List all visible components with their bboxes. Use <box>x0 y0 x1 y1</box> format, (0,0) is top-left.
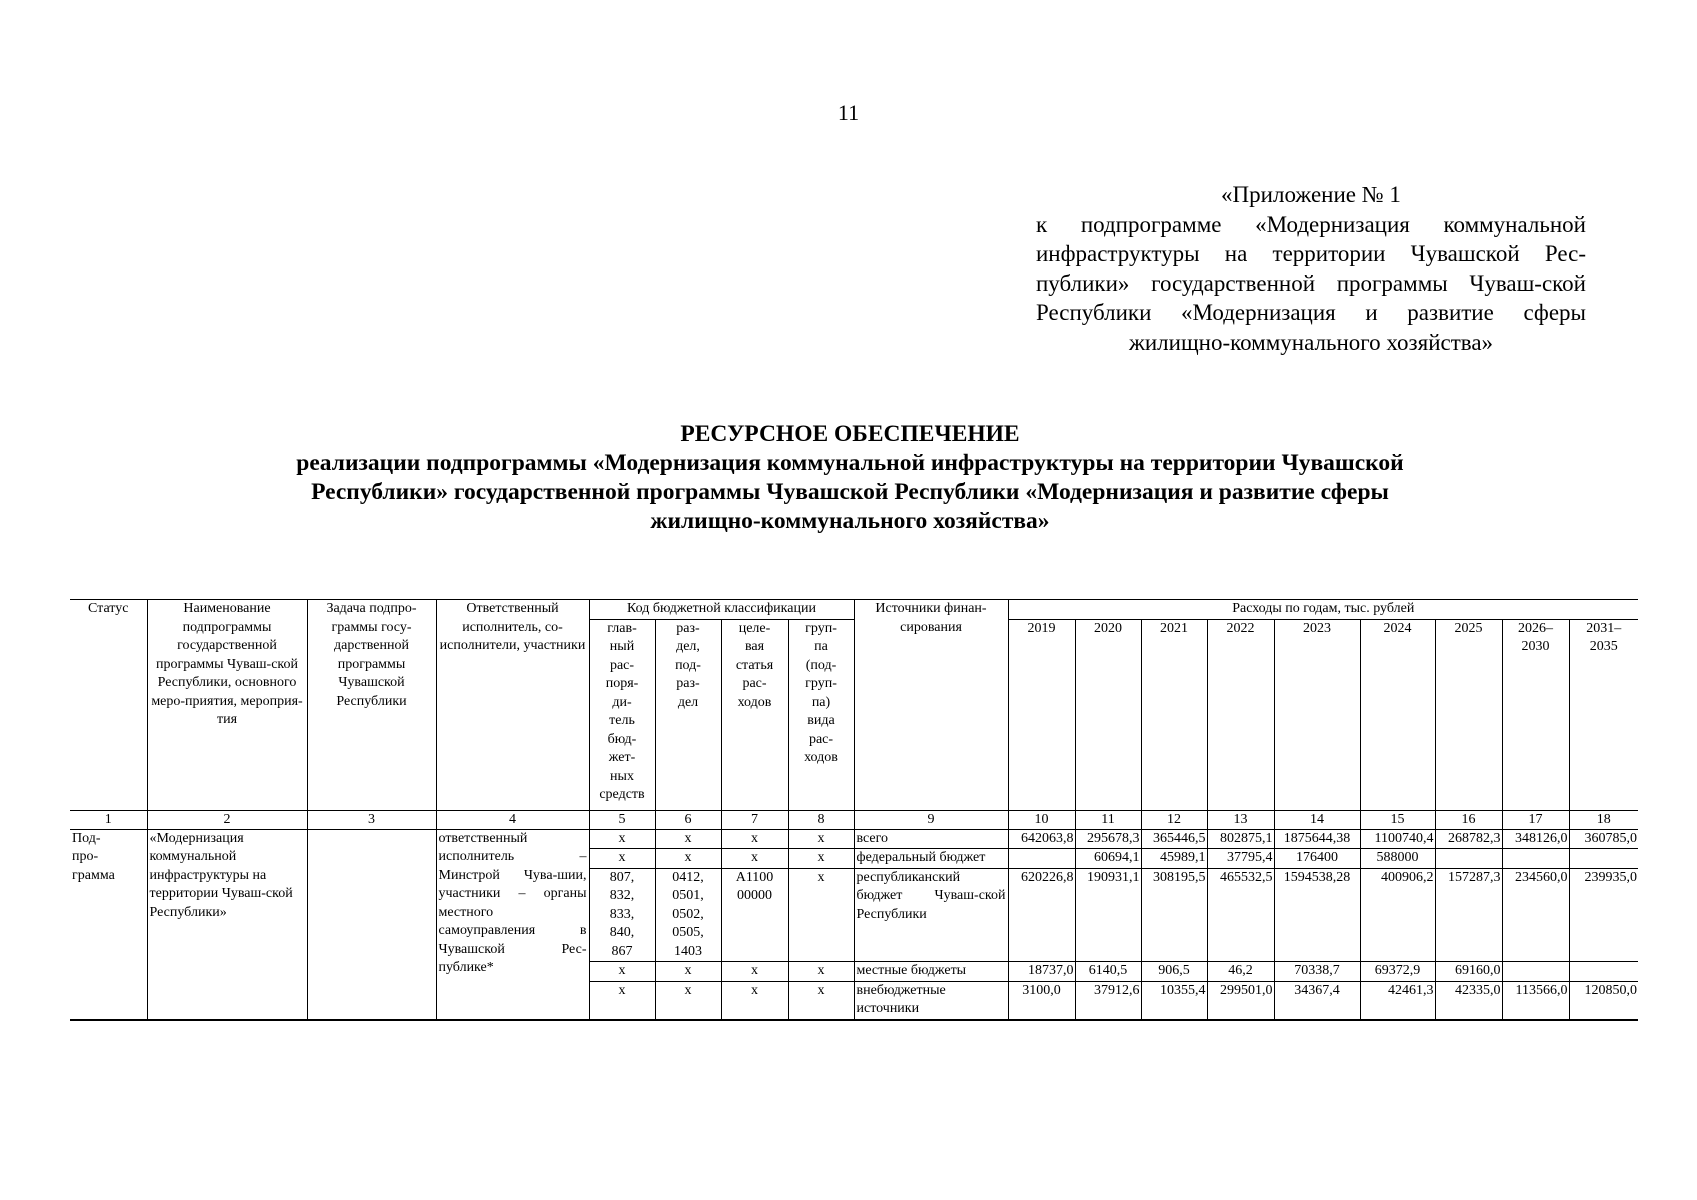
value-cell: 588000 <box>1360 849 1435 869</box>
value-cell: 348126,0 <box>1502 829 1569 849</box>
header-status: Статус <box>70 600 147 811</box>
value-cell: 10355,4 <box>1141 981 1207 1020</box>
code-cell: x <box>788 849 854 869</box>
value-cell: 42335,0 <box>1435 981 1502 1020</box>
value-cell: 1875644,38 <box>1274 829 1360 849</box>
code-cell: x <box>788 962 854 982</box>
header-year: 2020 <box>1075 619 1141 810</box>
header-executor: Ответственный исполнитель, со-исполнители, участники <box>436 600 589 811</box>
value-cell: 157287,3 <box>1435 868 1502 962</box>
resource-table <box>70 599 1638 1021</box>
column-number: 7 <box>721 810 788 829</box>
value-cell: 190931,1 <box>1075 868 1141 962</box>
header-budget-sub: раз- дел, под- раз- дел <box>655 619 721 810</box>
column-number: 8 <box>788 810 854 829</box>
header-name: Наименование подпрограммы государственной программы Чуваш-ской Республики, основного меро-приятия, мероприя-тия <box>147 600 307 811</box>
header-budget-sub: груп- па (под- груп- па) вида рас- ходов <box>788 619 854 810</box>
code-cell: x <box>788 868 854 962</box>
code-cell: x <box>655 981 721 1020</box>
header-budget-code: Код бюджетной классификации <box>589 600 854 620</box>
value-cell: 42461,3 <box>1360 981 1435 1020</box>
value-cell: 60694,1 <box>1075 849 1141 869</box>
code-cell: 807, 832, 833, 840, 867 <box>589 868 655 962</box>
value-cell <box>1569 849 1638 869</box>
value-cell: 6140,5 <box>1075 962 1141 982</box>
column-number: 11 <box>1075 810 1141 829</box>
header-year: 2021 <box>1141 619 1207 810</box>
value-cell <box>1008 849 1075 869</box>
page-number: 11 <box>837 100 860 125</box>
value-cell: 400906,2 <box>1360 868 1435 962</box>
table-row <box>70 829 1638 849</box>
value-cell: 620226,8 <box>1008 868 1075 962</box>
column-number: 5 <box>589 810 655 829</box>
column-number: 10 <box>1008 810 1075 829</box>
column-number: 4 <box>436 810 589 829</box>
value-cell: 802875,1 <box>1207 829 1274 849</box>
value-cell: 1100740,4 <box>1360 829 1435 849</box>
value-cell: 465532,5 <box>1207 868 1274 962</box>
code-cell: x <box>721 962 788 982</box>
column-numbers-row <box>70 810 1638 829</box>
code-cell: А1100 00000 <box>721 868 788 962</box>
code-cell: x <box>655 829 721 849</box>
appendix-body: к подпрограмме «Модернизация коммунальной инфраструктуры на территории Чувашской Рес-публики» государственной программы Чуваш-ской Республики «Модернизация и развитие сферы жилищно-коммунального хозяйства» <box>1036 211 1586 355</box>
value-cell: 234560,0 <box>1502 868 1569 962</box>
column-number: 14 <box>1274 810 1360 829</box>
program-task <box>307 829 436 1020</box>
code-cell: x <box>589 829 655 849</box>
source-cell: федеральный бюджет <box>854 849 1008 869</box>
header-year: 2026– 2030 <box>1502 619 1569 810</box>
code-cell: 0412, 0501, 0502, 0505, 1403 <box>655 868 721 962</box>
code-cell: x <box>589 849 655 869</box>
value-cell <box>1569 962 1638 982</box>
value-cell: 295678,3 <box>1075 829 1141 849</box>
value-cell: 239935,0 <box>1569 868 1638 962</box>
column-number: 2 <box>147 810 307 829</box>
value-cell: 360785,0 <box>1569 829 1638 849</box>
header-row <box>70 600 1638 620</box>
column-number: 16 <box>1435 810 1502 829</box>
code-cell: x <box>788 981 854 1020</box>
header-year: 2019 <box>1008 619 1075 810</box>
value-cell: 299501,0 <box>1207 981 1274 1020</box>
value-cell <box>1502 849 1569 869</box>
value-cell: 37912,6 <box>1075 981 1141 1020</box>
column-number: 6 <box>655 810 721 829</box>
column-number: 12 <box>1141 810 1207 829</box>
header-year: 2023 <box>1274 619 1360 810</box>
header-budget-sub: целе- вая статья рас- ходов <box>721 619 788 810</box>
code-cell: x <box>721 981 788 1020</box>
code-cell: x <box>721 829 788 849</box>
value-cell: 268782,3 <box>1435 829 1502 849</box>
appendix-block <box>1036 180 1586 357</box>
program-executor: ответственный исполнитель – Минстрой Чува-шии, участники – органы местного самоуправления в Чувашской Рес-публике* <box>436 829 589 1020</box>
value-cell <box>1435 849 1502 869</box>
value-cell: 113566,0 <box>1502 981 1569 1020</box>
value-cell: 69372,9 <box>1360 962 1435 982</box>
appendix-title: «Приложение № 1 <box>1221 182 1401 207</box>
value-cell: 46,2 <box>1207 962 1274 982</box>
column-number: 1 <box>70 810 147 829</box>
value-cell: 70338,7 <box>1274 962 1360 982</box>
column-number: 13 <box>1207 810 1274 829</box>
header-sources: Источники финан-сирования <box>854 600 1008 811</box>
source-cell: внебюджетные источники <box>854 981 1008 1020</box>
document-title-main: РЕСУРСНОЕ ОБЕСПЕЧЕНИЕ <box>680 421 1020 447</box>
value-cell: 1594538,28 <box>1274 868 1360 962</box>
code-cell: x <box>721 849 788 869</box>
code-cell: x <box>589 962 655 982</box>
value-cell: 642063,8 <box>1008 829 1075 849</box>
header-task: Задача подпро-граммы госу-дарственной программы Чувашской Республики <box>307 600 436 811</box>
program-status: Под- про- грамма <box>70 829 147 1020</box>
header-year: 2022 <box>1207 619 1274 810</box>
code-cell: x <box>788 829 854 849</box>
code-cell: x <box>589 981 655 1020</box>
value-cell: 120850,0 <box>1569 981 1638 1020</box>
value-cell: 308195,5 <box>1141 868 1207 962</box>
value-cell: 34367,4 <box>1274 981 1360 1020</box>
value-cell: 18737,0 <box>1008 962 1075 982</box>
value-cell <box>1502 962 1569 982</box>
code-cell: x <box>655 849 721 869</box>
header-year: 2024 <box>1360 619 1435 810</box>
column-number: 15 <box>1360 810 1435 829</box>
document-title-sub: реализации подпрограммы «Модернизация коммунальной инфраструктуры на территории Чувашской Республики» государственной программы Чувашской Республики «Модернизация и развитие сферы жилищно-коммунального хозяйства» <box>296 450 1404 534</box>
header-expenses: Расходы по годам, тыс. рублей <box>1008 600 1638 620</box>
value-cell: 906,5 <box>1141 962 1207 982</box>
value-cell: 69160,0 <box>1435 962 1502 982</box>
column-number: 17 <box>1502 810 1569 829</box>
value-cell: 176400 <box>1274 849 1360 869</box>
header-budget-sub: глав- ный рас- поря- ди- тель бюд- жет- ных средств <box>589 619 655 810</box>
source-cell: всего <box>854 829 1008 849</box>
value-cell: 37795,4 <box>1207 849 1274 869</box>
header-year: 2025 <box>1435 619 1502 810</box>
document-title <box>150 420 1550 536</box>
column-number: 9 <box>854 810 1008 829</box>
header-year: 2031– 2035 <box>1569 619 1638 810</box>
source-cell: республиканский бюджет Чуваш-ской Республики <box>854 868 1008 962</box>
value-cell: 45989,1 <box>1141 849 1207 869</box>
value-cell: 365446,5 <box>1141 829 1207 849</box>
code-cell: x <box>655 962 721 982</box>
column-number: 18 <box>1569 810 1638 829</box>
column-number: 3 <box>307 810 436 829</box>
program-name: «Модернизация коммунальной инфраструктуры на территории Чуваш-ской Республики» <box>147 829 307 1020</box>
source-cell: местные бюджеты <box>854 962 1008 982</box>
value-cell: 3100,0 <box>1008 981 1075 1020</box>
